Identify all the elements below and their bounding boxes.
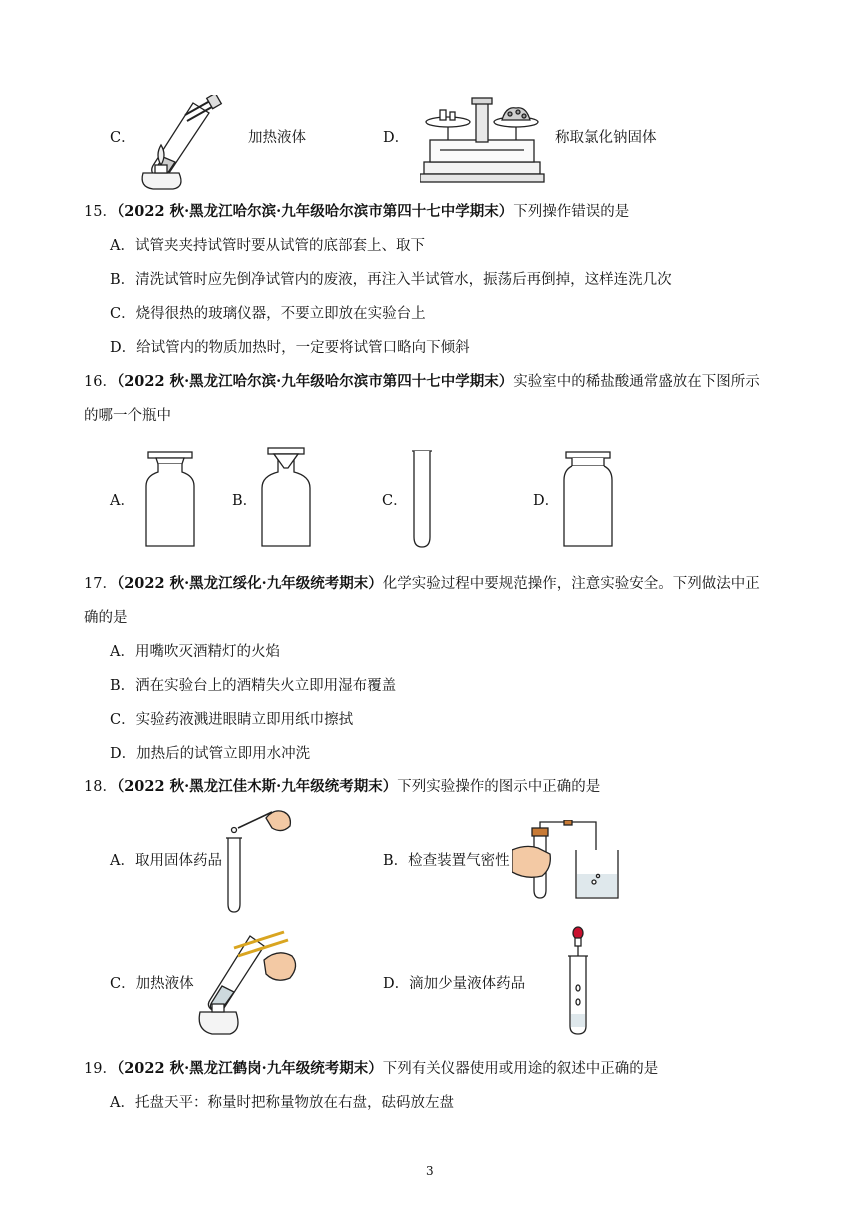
page-number: 3	[426, 1164, 434, 1178]
question-19-option-a: A．托盘天平：称量时把称量物放在右盘，砝码放左盘	[110, 1095, 454, 1111]
question-18-option-c: C．加热液体	[110, 976, 194, 992]
question-17-option-c: C．实验药液溅进眼睛立即用纸巾擦拭	[110, 712, 354, 728]
question-17-option-a: A．用嘴吹灭酒精灯的火焰	[110, 644, 280, 660]
question-17-source: （2022 秋·黑龙江绥化·九年级统考期末）	[116, 575, 383, 592]
question-19-text: 下列有关仪器使用或用途的叙述中正确的是	[382, 1061, 659, 1077]
wide-mouth-bottle-d	[562, 450, 614, 550]
question-19-stem	[84, 1059, 784, 1079]
question-18-stem	[84, 777, 784, 797]
question-15-number: 15．	[84, 204, 117, 220]
wide-mouth-bottle-a	[144, 450, 196, 550]
question-15-source: （2022 秋·黑龙江哈尔滨·九年级哈尔滨市第四十七中学期末）	[116, 203, 514, 220]
question-17-option-d: D．加热后的试管立即用水冲洗	[110, 746, 311, 762]
top-option-d-caption: 称取氯化钠固体	[555, 130, 657, 146]
question-17-number: 17．	[84, 576, 117, 592]
question-16-number: 16．	[84, 374, 117, 390]
question-18-text: 下列实验操作的图示中正确的是	[397, 779, 601, 795]
question-17-text-line2: 确的是	[84, 610, 128, 626]
dropping-liquid-illustration	[564, 926, 592, 1038]
taking-solid-reagent-illustration	[222, 808, 294, 914]
narrow-mouth-bottle-b	[260, 446, 312, 550]
question-16-stem	[84, 372, 784, 392]
question-16-source: （2022 秋·黑龙江哈尔滨·九年级哈尔滨市第四十七中学期末）	[116, 373, 514, 390]
question-15-option-d: D．给试管内的物质加热时，一定要将试管口略向下倾斜	[110, 340, 470, 356]
question-19-source: （2022 秋·黑龙江鹤岗·九年级统考期末）	[116, 1060, 383, 1077]
question-15-text: 下列操作错误的是	[513, 204, 630, 220]
top-option-c-letter: C．	[110, 130, 136, 146]
question-18-number: 18．	[84, 779, 117, 795]
question-15-stem	[84, 202, 784, 222]
heating-liquid-illustration	[194, 930, 304, 1036]
question-18-option-b: B．检查装置气密性	[383, 853, 510, 869]
airtightness-check-illustration	[512, 820, 622, 902]
question-16-text-line2: 的哪一个瓶中	[84, 408, 171, 424]
question-17-stem	[84, 574, 784, 594]
top-option-d-letter: D．	[383, 130, 410, 146]
question-18-option-a: A．取用固体药品	[110, 853, 222, 869]
test-tube-c	[410, 449, 434, 551]
question-16-label-b: B．	[232, 493, 258, 509]
question-16-text-line1: 实验室中的稀盐酸通常盛放在下图所示	[513, 374, 760, 390]
question-15-option-c: C．烧得很热的玻璃仪器，不要立即放在实验台上	[110, 306, 426, 322]
question-16-label-c: C．	[382, 493, 408, 509]
top-option-c-caption: 加热液体	[248, 130, 306, 146]
question-17-option-b: B．洒在实验台上的酒精失火立即用湿布覆盖	[110, 678, 397, 694]
question-15-option-a: A．试管夹夹持试管时要从试管的底部套上、取下	[110, 238, 425, 254]
question-19-number: 19．	[84, 1061, 117, 1077]
question-17-text-line1: 化学实验过程中要规范操作，注意实验安全。下列做法中正	[382, 576, 760, 592]
question-15-option-b: B．清洗试管时应先倒净试管内的废液，再注入半试管水，振荡后再倒掉，这样连洗几次	[110, 272, 672, 288]
question-16-label-d: D．	[533, 493, 560, 509]
question-18-option-d: D．滴加少量液体药品	[383, 976, 526, 992]
balance-illustration	[420, 96, 545, 184]
heating-liquid-illustration-top	[135, 95, 225, 190]
question-16-label-a: A．	[110, 493, 135, 509]
question-18-source: （2022 秋·黑龙江佳木斯·九年级统考期末）	[116, 778, 398, 795]
